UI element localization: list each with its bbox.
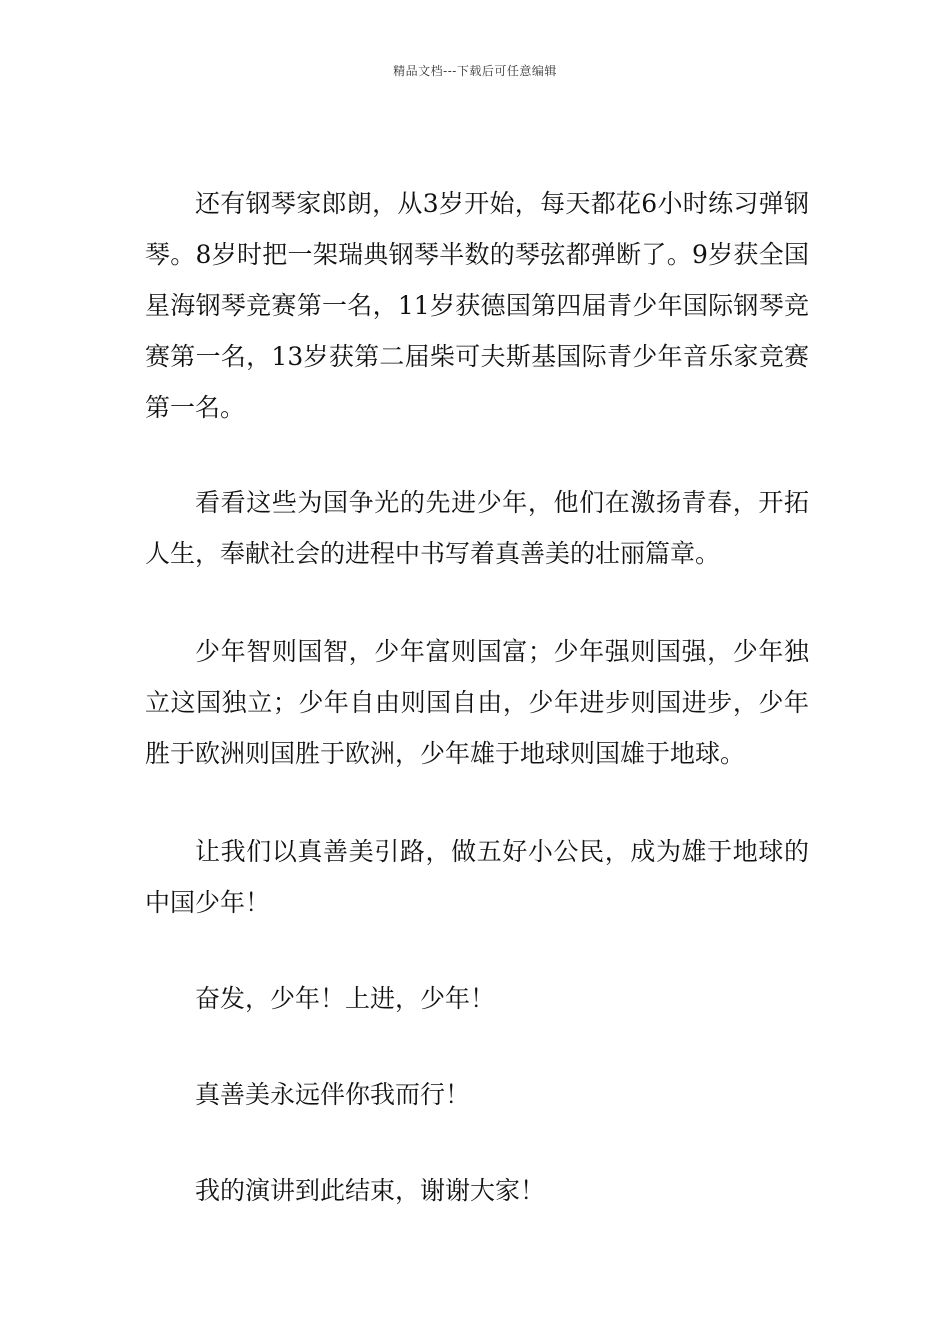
paragraph-youth-nation: 少年智则国智，少年富则国富；少年强则国强，少年独立这国独立；少年自由则国自由，少年进步则国进步，少年胜于欧洲则国胜于欧洲，少年雄于地球则国雄于地球。 — [145, 637, 809, 768]
paragraph-advanced-youth: 看看这些为国争光的先进少年，他们在激扬青春，开拓人生，奉献社会的进程中书写着真善美的壮丽篇章。 — [145, 488, 809, 568]
paragraph-exhortation: 奋发，少年！上进，少年！ — [195, 984, 496, 1013]
paragraph-langlang: 还有钢琴家郎朗，从3岁开始，每天都花6小时练习弹钢琴。8岁时把一架瑞典钢琴半数的琴弦都弹断了。9岁获全国星海钢琴竞赛第一名，11岁获德国第四届青少年国际钢琴竞赛第一名，13岁获第二届柴可夫斯基国际青少年音乐家竞赛第一名。 — [145, 189, 809, 422]
page-header: 精品文档---下载后可任意编辑 — [393, 64, 557, 78]
paragraph-closing: 我的演讲到此结束，谢谢大家！ — [195, 1176, 546, 1205]
paragraph-truth-goodness-beauty: 真善美永远伴你我而行！ — [195, 1080, 471, 1109]
document-body — [145, 178, 809, 1216]
paragraph-call-to-action: 让我们以真善美引路，做五好小公民，成为雄于地球的中国少年！ — [145, 837, 809, 917]
